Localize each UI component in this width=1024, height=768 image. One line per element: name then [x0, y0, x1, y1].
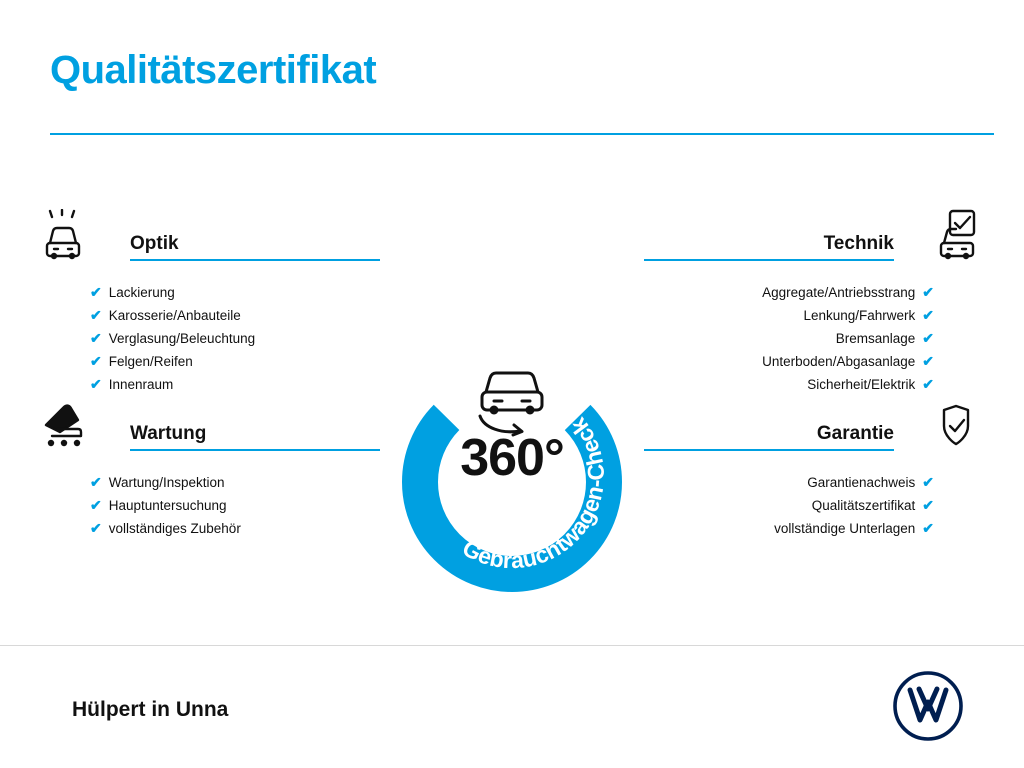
section-garantie-divider [644, 449, 894, 451]
list-item-label: Wartung/Inspektion [108, 475, 225, 490]
section-wartung-title: Wartung [130, 423, 207, 444]
car-lift-icon [42, 399, 112, 455]
check-icon: ✔ [922, 474, 934, 490]
car-check-icon [912, 209, 982, 265]
page-title: Qualitätszertifikat [50, 48, 377, 92]
list-item-label: Innenraum [108, 377, 174, 392]
list-item-label: Sicherheit/Elektrik [807, 377, 916, 392]
list-item-label: Lackierung [108, 285, 175, 300]
section-optik-divider [130, 259, 380, 261]
section-technik-header [644, 215, 984, 271]
check-icon: ✔ [922, 353, 934, 369]
check-icon: ✔ [922, 520, 934, 536]
list-item [644, 494, 984, 517]
section-garantie-list [644, 471, 984, 540]
check-icon: ✔ [922, 307, 934, 323]
check-icon: ✔ [922, 497, 934, 513]
list-item [644, 304, 984, 327]
list-item-label: Qualitätszertifikat [811, 498, 916, 513]
check-icon: ✔ [90, 330, 102, 346]
list-item-label: Felgen/Reifen [108, 354, 193, 369]
section-technik-list [644, 281, 984, 396]
list-item [644, 327, 984, 350]
list-item [644, 373, 984, 396]
car-rotate-icon [462, 358, 562, 438]
list-item [40, 517, 380, 540]
list-item [644, 471, 984, 494]
list-item [40, 494, 380, 517]
list-item-label: Lenkung/Fahrwerk [803, 308, 916, 323]
section-wartung-list [40, 471, 380, 540]
section-wartung-divider [130, 449, 380, 451]
section-technik [644, 215, 984, 396]
section-optik-title: Optik [130, 233, 179, 254]
section-technik-title: Technik [823, 233, 894, 254]
list-item [40, 373, 380, 396]
check-icon: ✔ [922, 330, 934, 346]
section-garantie [644, 405, 984, 540]
check-icon: ✔ [90, 474, 102, 490]
footer-divider [0, 645, 1024, 646]
list-item-label: Garantienachweis [807, 475, 916, 490]
check-icon: ✔ [90, 497, 102, 513]
list-item-label: Aggregate/Antriebsstrang [762, 285, 916, 300]
list-item [40, 327, 380, 350]
gebrauchtwagen-check-badge [378, 330, 646, 598]
section-optik-header [40, 215, 380, 271]
check-icon: ✔ [90, 520, 102, 536]
list-item [40, 471, 380, 494]
list-item-label: vollständiges Zubehör [108, 521, 241, 536]
section-optik [40, 215, 380, 396]
section-technik-divider [644, 259, 894, 261]
section-garantie-header [644, 405, 984, 461]
section-optik-list [40, 281, 380, 396]
check-icon: ✔ [90, 284, 102, 300]
list-item [644, 281, 984, 304]
list-item-label: Hauptuntersuchung [108, 498, 227, 513]
list-item [40, 350, 380, 373]
list-item [644, 517, 984, 540]
title-divider [50, 133, 994, 135]
list-item-label: Verglasung/Beleuchtung [108, 331, 256, 346]
vw-logo [890, 668, 966, 744]
list-item-label: Bremsanlage [835, 331, 916, 346]
section-wartung-header [40, 405, 380, 461]
check-icon: ✔ [90, 307, 102, 323]
badge-arc-label: Gebrauchtwagen-Check [458, 413, 610, 574]
list-item [40, 281, 380, 304]
check-icon: ✔ [922, 376, 934, 392]
section-wartung [40, 405, 380, 540]
car-wash-icon [42, 209, 112, 265]
content-area [0, 160, 1024, 630]
shield-check-icon [912, 399, 982, 455]
list-item [40, 304, 380, 327]
list-item [644, 350, 984, 373]
check-icon: ✔ [90, 376, 102, 392]
list-item-label: Karosserie/Anbauteile [108, 308, 241, 323]
badge-number: 360° [460, 429, 564, 487]
dealer-name: Hülpert in Unna [72, 698, 229, 721]
check-icon: ✔ [90, 353, 102, 369]
list-item-label: vollständige Unterlagen [774, 521, 916, 536]
list-item-label: Unterboden/Abgasanlage [762, 354, 916, 369]
check-icon: ✔ [922, 284, 934, 300]
section-garantie-title: Garantie [816, 423, 894, 444]
